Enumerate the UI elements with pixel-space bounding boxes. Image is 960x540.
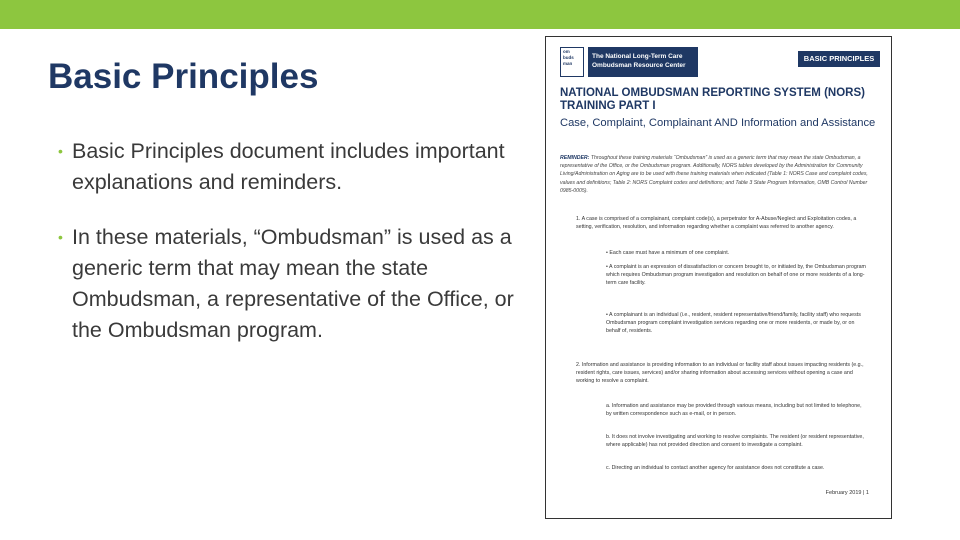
org-name-line-2: Ombudsman Resource Center <box>592 62 686 69</box>
bullet-list <box>58 136 528 370</box>
document-item: • A complainant is an individual (i.e., resident, resident representative/friend/family, facility staff) who requests Ombudsman program complaint investigation services regarding one or more residents, or made by, or on behalf of, residents. <box>606 312 861 335</box>
bullet-text: In these materials, “Ombudsman” is used as a generic term that may mean the state Ombudsman, a representative of the Office, or the Ombudsman program. <box>72 225 514 342</box>
org-name-line-1: The National Long-Term Care <box>592 53 683 60</box>
document-header <box>560 47 880 83</box>
document-item: • A complaint is an expression of dissatisfaction or concern brought to, or initiated by, the Ombudsman program which requires Ombudsman program investigation and resolution on behalf of one or more residents of a long-term care facility. <box>606 264 866 287</box>
resource-center-logo <box>588 47 698 77</box>
reminder-label: REMINDER: <box>560 155 590 161</box>
bullet-marker-icon: • <box>58 143 63 159</box>
bullet-marker-icon: • <box>58 229 63 245</box>
bullet-item <box>58 222 528 346</box>
document-title: NATIONAL OMBUDSMAN REPORTING SYSTEM (NORS) TRAINING PART I <box>560 87 865 112</box>
document-item: c. Directing an individual to contact another agency for assistance does not constitute a case. <box>606 465 825 471</box>
bullet-text: Basic Principles document includes important explanations and reminders. <box>72 139 505 194</box>
document-tag: BASIC PRINCIPLES <box>798 51 880 67</box>
document-preview <box>545 36 892 519</box>
document-item: a. Information and assistance may be provided through various means, including but not limited to telephone, by written correspondence such as e-mail, or in person. <box>606 403 862 418</box>
document-footer: February 2019 | 1 <box>825 490 869 496</box>
reminder-text: Throughout these training materials “Ombudsman” is used as a generic term that may mean the state Ombudsman, a representative of the Office, or the Ombudsman program. Additionally, NORS tables developed by the Administration for Community Living/Administration on Aging are to be used with these training materials when indicated (Table 1: NORS Case and complaint codes, values and definitions; Table 2: NORS Complaint codes and definitions; and Table 3 State Program Information, OMB Control Number 0985-0005). <box>560 155 868 194</box>
document-item: • Each case must have a minimum of one complaint. <box>606 250 730 256</box>
document-item: b. It does not involve investigating and working to resolve complaints. The resident (or resident representative, where applicable) has not provided direction and consent to investigate a complaint. <box>606 434 864 449</box>
top-accent-bar <box>0 0 960 29</box>
document-item: 1. A case is comprised of a complainant, complaint code(s), a perpetrator for A-Abuse/Neglect and Exploitation codes, a setting, verification, resolution, and information regarding whether a complaint was referred to another agency. <box>576 216 857 231</box>
ombudsman-logo: om buds man <box>560 47 584 77</box>
document-reminder <box>560 154 880 195</box>
document-item: 2. Information and assistance is providing information to an individual or facility staff about issues impacting residents (e.g., resident rights, care issues, services) and/or sharing information about accessing services without opening a case and working to resolve a complaint. <box>576 362 864 385</box>
bullet-item <box>58 136 528 198</box>
document-subtitle: Case, Complaint, Complainant AND Information and Assistance <box>560 117 876 129</box>
slide-title: Basic Principles <box>48 57 319 96</box>
